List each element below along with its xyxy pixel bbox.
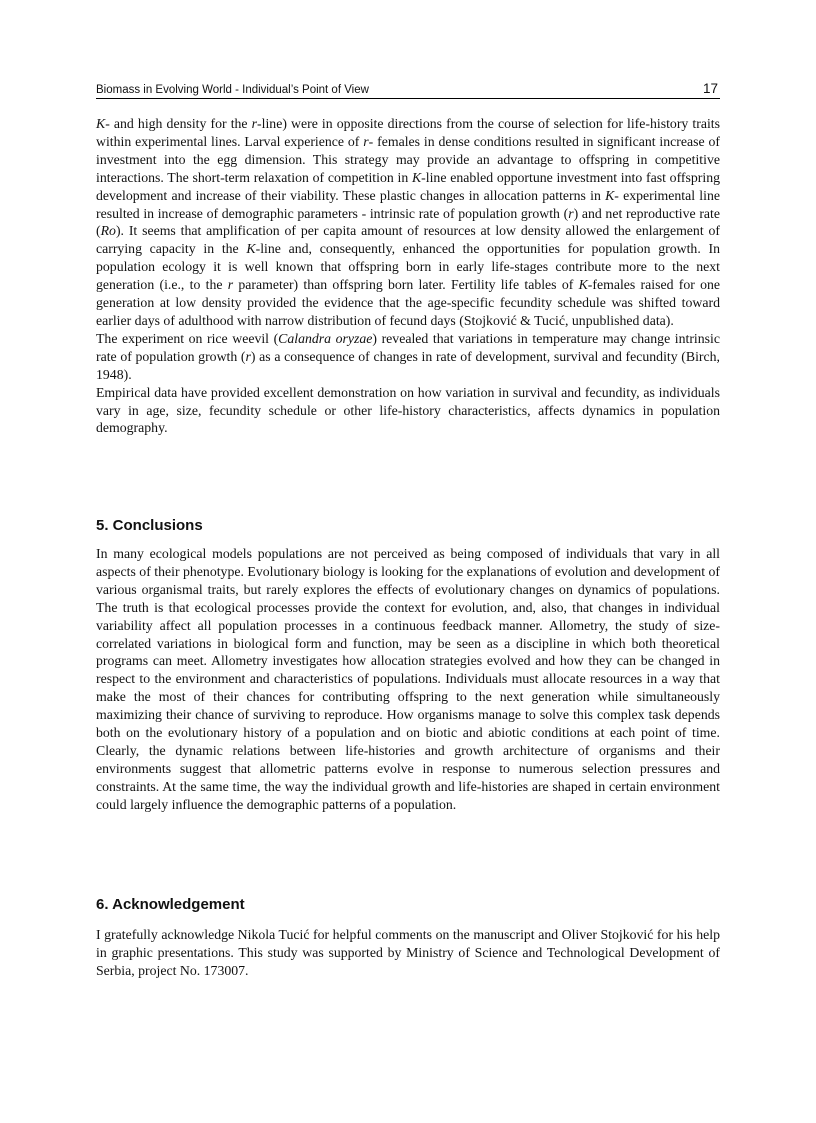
- italic-term: K: [605, 187, 615, 203]
- paragraph-selection-results: K- and high density for the r-line) were in opposite directions from the course of selection for life-history traits within experimental lines. Larval experience of r- females in dense conditions resulted in significant increase of investment into the egg dimension. This strategy may provide an advantage to offspring in competitive interactions. The short-term relaxation of competition in K-line enabled opportune investment into fast offspring development and increase of their viability. These plastic changes in allocation patterns in K- experimental line resulted in increase of demographic parameters - intrinsic rate of population growth (r) and net reproductive rate (Ro). It seems that amplification of per capita amount of resources at low density allowed the enlargement of carrying capacity in the K-line and, consequently, enhanced the opportunities for population growth. In population ecology it is well known that offspring born in early life-stages contribute more to the next generation (i.e., to the r parameter) than offspring born later. Fertility life tables of K-females raised for one generation at low density provided the evidence that the age-specific fecundity schedule was shifted toward earlier days of adulthood with narrow distribution of fecund days (Stojković & Tucić, unpublished data).: [96, 116, 721, 328]
- italic-term: r: [363, 133, 369, 149]
- italic-term: r: [227, 277, 234, 293]
- italic-term: K: [578, 277, 588, 293]
- italic-term: r: [251, 116, 258, 131]
- italic-term: r: [568, 205, 574, 221]
- conclusions-text: [96, 545, 720, 814]
- page-number: 17: [702, 81, 718, 96]
- acknowledgement-text: [96, 926, 720, 980]
- italic-term: K: [246, 241, 256, 257]
- intro-text: [96, 115, 720, 437]
- paragraph-conclusions: In many ecological models populations are not perceived as being composed of individuals that vary in all aspects of their phenotype. Evolutionary biology is looking for the explanations of evolution and development of various organismal traits, but rarely explores the effects of evolutionary changes on dynamics of populations. The truth is that ecological processes provide the context for evolution, and, also, that changes in individual variability affect all population processes in a continuous feedback manner. Allometry, the study of size-correlated variations in biological form and function, may be seen as a discipline in which both theoretical programs can meet. Allometry investigates how allocation strategies evolved and how they can be changed in respect to the environment and characteristics of populations. Individuals must allocate resources in a way that make the most of their chances for contributing offspring to the next generation while simultaneously maximizing their chance of surviving to reproduce. How organisms manage to solve this complex task depends both on the evolutionary history of a population and on biotic and abiotic conditions at each point of time. Clearly, the dynamic relations between life-histories and growth architecture of organisms and their environments suggest that allometric patterns evolve in response to numerous selection pressures and constraints. At the same time, the way the individual growth and life-histories are shaped in certain environment could largely influence the demographic patterns of a population.: [96, 546, 720, 812]
- section-heading-acknowledgement: 6. Acknowledgement: [96, 896, 245, 913]
- italic-term: Ro: [100, 223, 116, 239]
- paragraph-empirical-data: Empirical data have provided excellent demonstration on how variation in survival and fecundity, as individuals vary in age, size, fecundity schedule or other life-history characteristics, affects dynamics in population demography.: [96, 384, 720, 436]
- italic-term: Calandra oryzae: [278, 330, 373, 346]
- running-header: [96, 78, 720, 99]
- paragraph-rice-weevil: The experiment on rice weevil (Calandra oryzae) revealed that variations in temperature may change intrinsic rate of population growth (r) as a consequence of changes in rate of development, survival and fecundity (Birch, 1948).: [96, 330, 720, 382]
- section-heading-conclusions: 5. Conclusions: [96, 517, 203, 534]
- italic-term: r: [245, 348, 251, 364]
- paragraph-acknowledgement: I gratefully acknowledge Nikola Tucić for helpful comments on the manuscript and Oliver Stojković for his help in graphic presentations. This study was supported by Ministry of Science and Technological Development of Serbia, project No. 173007.: [96, 927, 720, 978]
- italic-term: K: [96, 116, 106, 131]
- running-title: Biomass in Evolving World - Individual’s Point of View: [96, 84, 369, 96]
- italic-term: K: [411, 169, 422, 185]
